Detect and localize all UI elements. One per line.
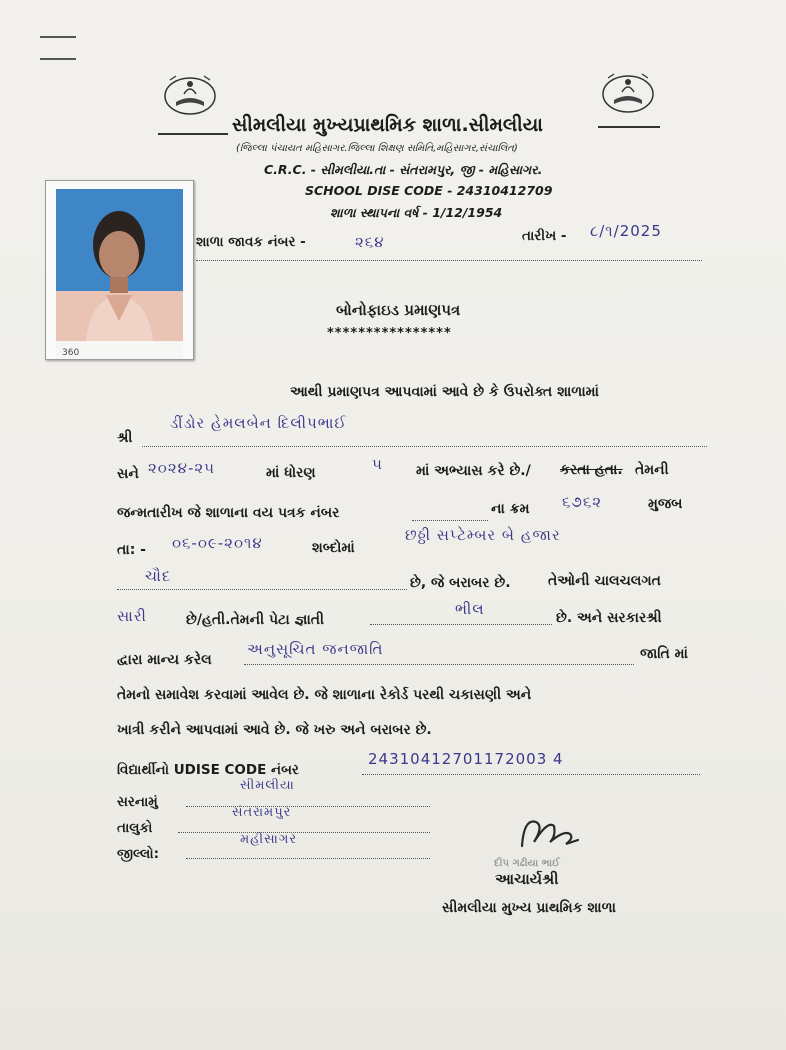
category-value: અનુસૂચિત જનજાતિ <box>247 640 384 658</box>
school-name: સીમલીયા મુખ્યપ્રાથમિક શાળા.સીમલીયા <box>232 114 543 136</box>
date-value: ૮/૧/2025 <box>590 222 662 240</box>
class-label: માં ધોરણ <box>266 465 316 481</box>
udise-value: 24310412701172003 4 <box>368 750 564 768</box>
year-prefix: સને <box>117 466 139 482</box>
dob-value: ૦૬-૦૯-૨૦૧૪ <box>172 534 263 552</box>
academic-year: ૨૦૨૪-૨૫ <box>148 459 216 477</box>
blank-line <box>186 858 430 859</box>
recognized-label: દ્વારા માન્ય કરેલ <box>117 652 212 668</box>
dob-words-2: ચૌદ <box>145 567 172 585</box>
student-photo <box>45 180 194 360</box>
shri-label: શ્રી <box>117 430 133 446</box>
corner-mark <box>40 36 76 38</box>
udise-label: વિદ્યાર્થીનો UDISE CODE નંબર <box>117 762 299 778</box>
school-emblem-left-icon <box>162 72 218 118</box>
sub-caste-label: છે/હતી.તેમની પેટા જ્ઞાતી <box>186 612 325 628</box>
student-name: ડીંડોર હેમલબેન દિલીપભાઈ <box>170 414 348 432</box>
per-text: મુજબ <box>648 496 683 512</box>
blank-line <box>186 806 430 807</box>
correct-text: છે, જે બરાબર છે. <box>410 575 511 591</box>
blank-line <box>178 832 430 833</box>
verified-line: ખાત્રી કરીને આપવામાં આવે છે. જે ખરુ અને બરાબર છે. <box>117 722 432 738</box>
blank-line <box>244 664 634 665</box>
dob-prefix: તા: - <box>117 542 146 558</box>
govt-text: છે. અને સરકારશ્રી <box>556 610 662 626</box>
blank-line <box>370 624 552 625</box>
dob-words-1: છઠ્ઠી સપ્ટેમ્બર બે હજાર <box>405 526 561 544</box>
principal-signature-icon <box>514 812 584 856</box>
kram-label: ના ક્રમ <box>491 501 530 517</box>
blank-line <box>117 589 407 590</box>
blank-line <box>142 446 707 447</box>
conduct-value: સારી <box>117 607 147 625</box>
stamp-text: દીપ ગઢીયા ભાઈ <box>494 858 560 869</box>
designation: આચાર્યશ્રી <box>495 870 559 888</box>
sub-caste-value: ભીલ <box>455 600 485 618</box>
divider <box>196 260 702 261</box>
dise-code: SCHOOL DISE CODE - 24310412709 <box>305 183 553 198</box>
district-value: મહીસાગર <box>240 832 298 847</box>
register-value: ૨૬૪ <box>355 233 385 251</box>
district-label: જીલ્લો: <box>117 846 160 862</box>
corner-mark <box>40 58 76 60</box>
kram-value: ૬૭૬૨ <box>562 493 603 511</box>
struck-text: કરતા હતા. <box>560 462 623 478</box>
dob-line: જન્મતારીખ જે શાળાના વય પત્રક નંબર <box>117 505 340 521</box>
svg-text:360: 360 <box>62 348 80 358</box>
their-text: તેમની <box>635 462 669 478</box>
school-emblem-right-icon <box>600 70 656 116</box>
blank-line <box>362 774 700 775</box>
records-line: તેમનો સમાવેશ કરવામાં આવેલ છે. જે શાળાના રેકોર્ડ પરથી ચકાસણી અને <box>117 687 532 703</box>
in-words-label: શબ્દોમાં <box>312 540 355 556</box>
conduct-label: તેઓની ચાલચલગત <box>548 573 661 589</box>
affiliation-line: (જિલ્લા પંચાયત મહિસાગર.જિલ્લા શિક્ષણ સમિતિ,મહિસાગર,સંચાલિત) <box>236 143 518 154</box>
certificate-title: બોનોફાઇડ પ્રમાણપત્ર <box>336 301 461 319</box>
header-rule <box>598 126 660 128</box>
studying-text: માં અભ્યાસ કરે છે./ <box>416 463 531 479</box>
crc-line: C.R.C. - સીમલીયા.તા - સંતરામપુર, જી - મહિસાગર. <box>264 162 543 177</box>
jati-text: જાતિ માં <box>640 646 688 662</box>
taluka-label: તાલુકો <box>117 820 153 836</box>
date-label: તારીખ - <box>522 228 567 244</box>
taluka-value: સંતરામપુર <box>232 805 292 820</box>
address-value: સીમલીયા <box>240 778 295 793</box>
school-signoff: સીમલીયા મુખ્ય પ્રાથમિક શાળા <box>442 900 616 916</box>
established-year: શાળા સ્થાપના વર્ષ - 1/12/1954 <box>330 205 503 220</box>
address-label: સરનામું <box>117 794 158 810</box>
register-label: શાળા જાવક નંબર - <box>196 234 306 250</box>
header-rule <box>158 133 228 135</box>
title-stars: **************** <box>327 326 452 341</box>
blank-line <box>412 520 488 521</box>
intro-line: આથી પ્રમાણપત્ર આપવામાં આવે છે કે ઉપરોક્ત શાળામાં <box>290 384 599 400</box>
class-value: ૫ <box>372 455 383 473</box>
